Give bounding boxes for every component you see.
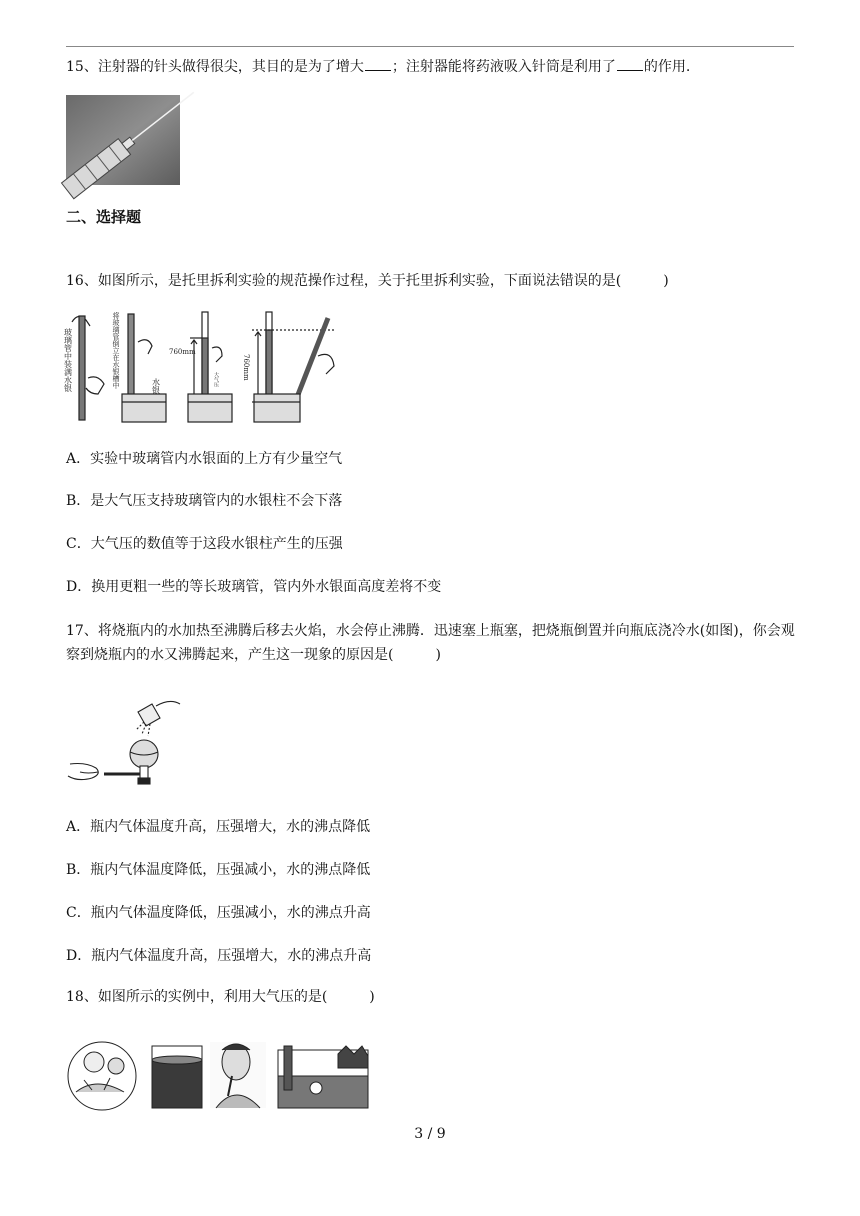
- question-16-close: ): [663, 273, 669, 289]
- question-18-text: 18、如图所示的实例中，利用大气压的是(: [66, 989, 328, 1005]
- atmospheric-pressure-examples-figure: [66, 1036, 370, 1112]
- question-16-option-d[interactable]: D．换用更粗一些的等长玻璃管，管内外水银面高度差将不变: [66, 579, 442, 595]
- figure-label-760mm-a: 760mm: [169, 348, 196, 356]
- flask-cold-water-figure: [66, 692, 188, 788]
- answer-blank-2[interactable]: [617, 58, 643, 71]
- question-16-option-c[interactable]: C．大气压的数值等于这段水银柱产生的压强: [66, 536, 343, 552]
- question-17-option-d[interactable]: D．瓶内气体温度升高，压强增大，水的沸点升高: [66, 948, 372, 964]
- question-17-close: ): [435, 647, 441, 663]
- figure-label-step2: 将玻璃管倒立在水银槽中: [112, 312, 120, 389]
- syringe-photo: [66, 95, 180, 185]
- torricelli-experiment-figure: [63, 308, 342, 426]
- question-17-option-c[interactable]: C．瓶内气体温度降低，压强减小，水的沸点升高: [66, 905, 371, 921]
- header-rule: [66, 46, 794, 47]
- question-16-option-b[interactable]: B．是大气压支持玻璃管内的水银柱不会下落: [66, 493, 343, 509]
- section-2-title: 二、选择题: [66, 208, 142, 226]
- question-15-part1: 15、注射器的针头做得很尖，其目的是为了增大: [66, 59, 364, 75]
- question-17-option-b[interactable]: B．瓶内气体温度降低，压强减小，水的沸点降低: [66, 862, 371, 878]
- question-17-option-a[interactable]: A．瓶内气体温度升高，压强增大，水的沸点降低: [66, 819, 371, 835]
- question-18-close: ): [369, 989, 375, 1005]
- page-number: 3 / 9: [414, 1126, 446, 1142]
- question-16-option-a[interactable]: A．实验中玻璃管内水银面的上方有少量空气: [66, 451, 343, 467]
- question-16-stem: [66, 270, 669, 292]
- question-17-stem: [66, 619, 798, 667]
- figure-label-mercury: 水银: [151, 378, 161, 394]
- question-16-text: 16、如图所示，是托里拆利实验的规范操作过程，关于托里拆利实验，下面说法错误的是(: [66, 273, 622, 289]
- figure-label-760mm-b: 760mm: [242, 354, 250, 381]
- question-15-part2: ；注射器能将药液吸入针筒是利用了: [391, 59, 616, 75]
- question-17-text: 17、将烧瓶内的水加热至沸腾后移去火焰，水会停止沸腾．迅速塞上瓶塞，把烧瓶倒置并向瓶底浇冷水(如图)，你会观察到烧瓶内的水又沸腾起来，产生这一现象的原因是(: [66, 623, 795, 663]
- question-15: [66, 56, 690, 78]
- figure-label-step1: 玻璃管中装满水银: [63, 328, 73, 392]
- question-18-stem: [66, 986, 375, 1008]
- figure-label-atm: 大气压: [213, 372, 219, 387]
- question-15-part3: 的作用.: [643, 59, 691, 75]
- answer-blank-1[interactable]: [365, 58, 391, 71]
